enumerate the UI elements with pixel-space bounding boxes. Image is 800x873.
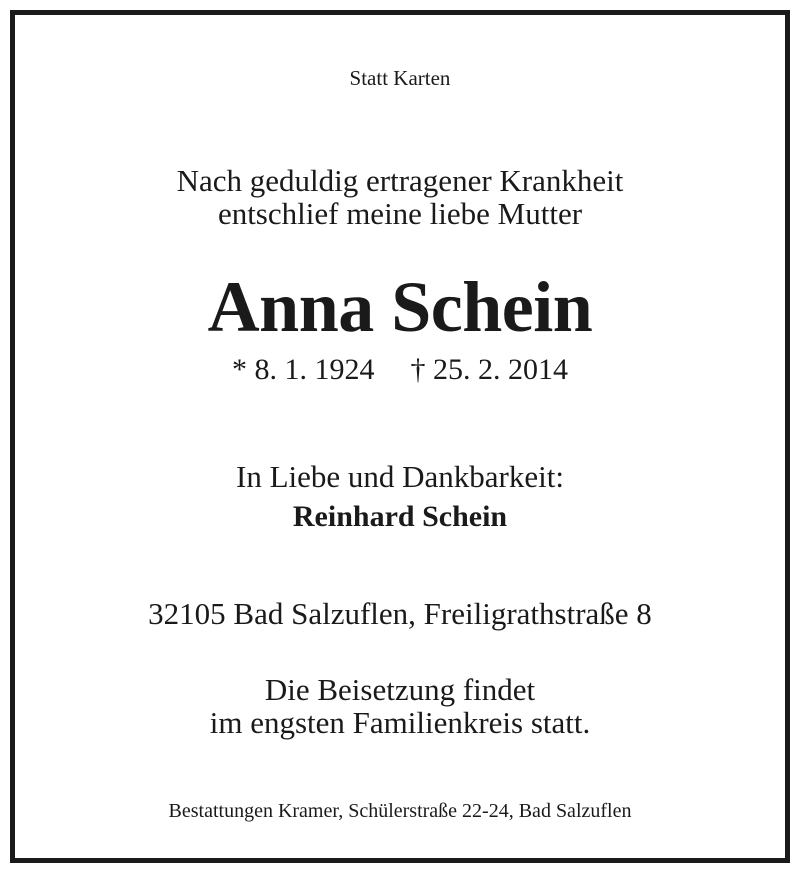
birth-date: * 8. 1. 1924 [232,353,375,386]
burial-line-1: Die Beisetzung findet [264,672,536,707]
notice-heading: Statt Karten [349,66,451,90]
deceased-name: Anna Schein [207,267,593,347]
thanks-line: In Liebe und Dankbarkeit: [236,459,564,494]
signer-name: Reinhard Schein [292,500,508,533]
address-line: 32105 Bad Salzuflen, Freiligrathstraße 8 [148,596,652,631]
life-dates [0,355,800,385]
death-date: † 25. 2. 2014 [410,353,568,386]
intro-line-1: Nach geduldig ertragener Krankheit [176,163,624,198]
intro-line-2: entschlief meine liebe Mutter [217,196,583,231]
undertaker-line: Bestattungen Kramer, Schülerstraße 22-24, Bad Salzuflen [168,800,632,822]
burial-line-2: im engsten Familienkreis statt. [209,705,591,740]
